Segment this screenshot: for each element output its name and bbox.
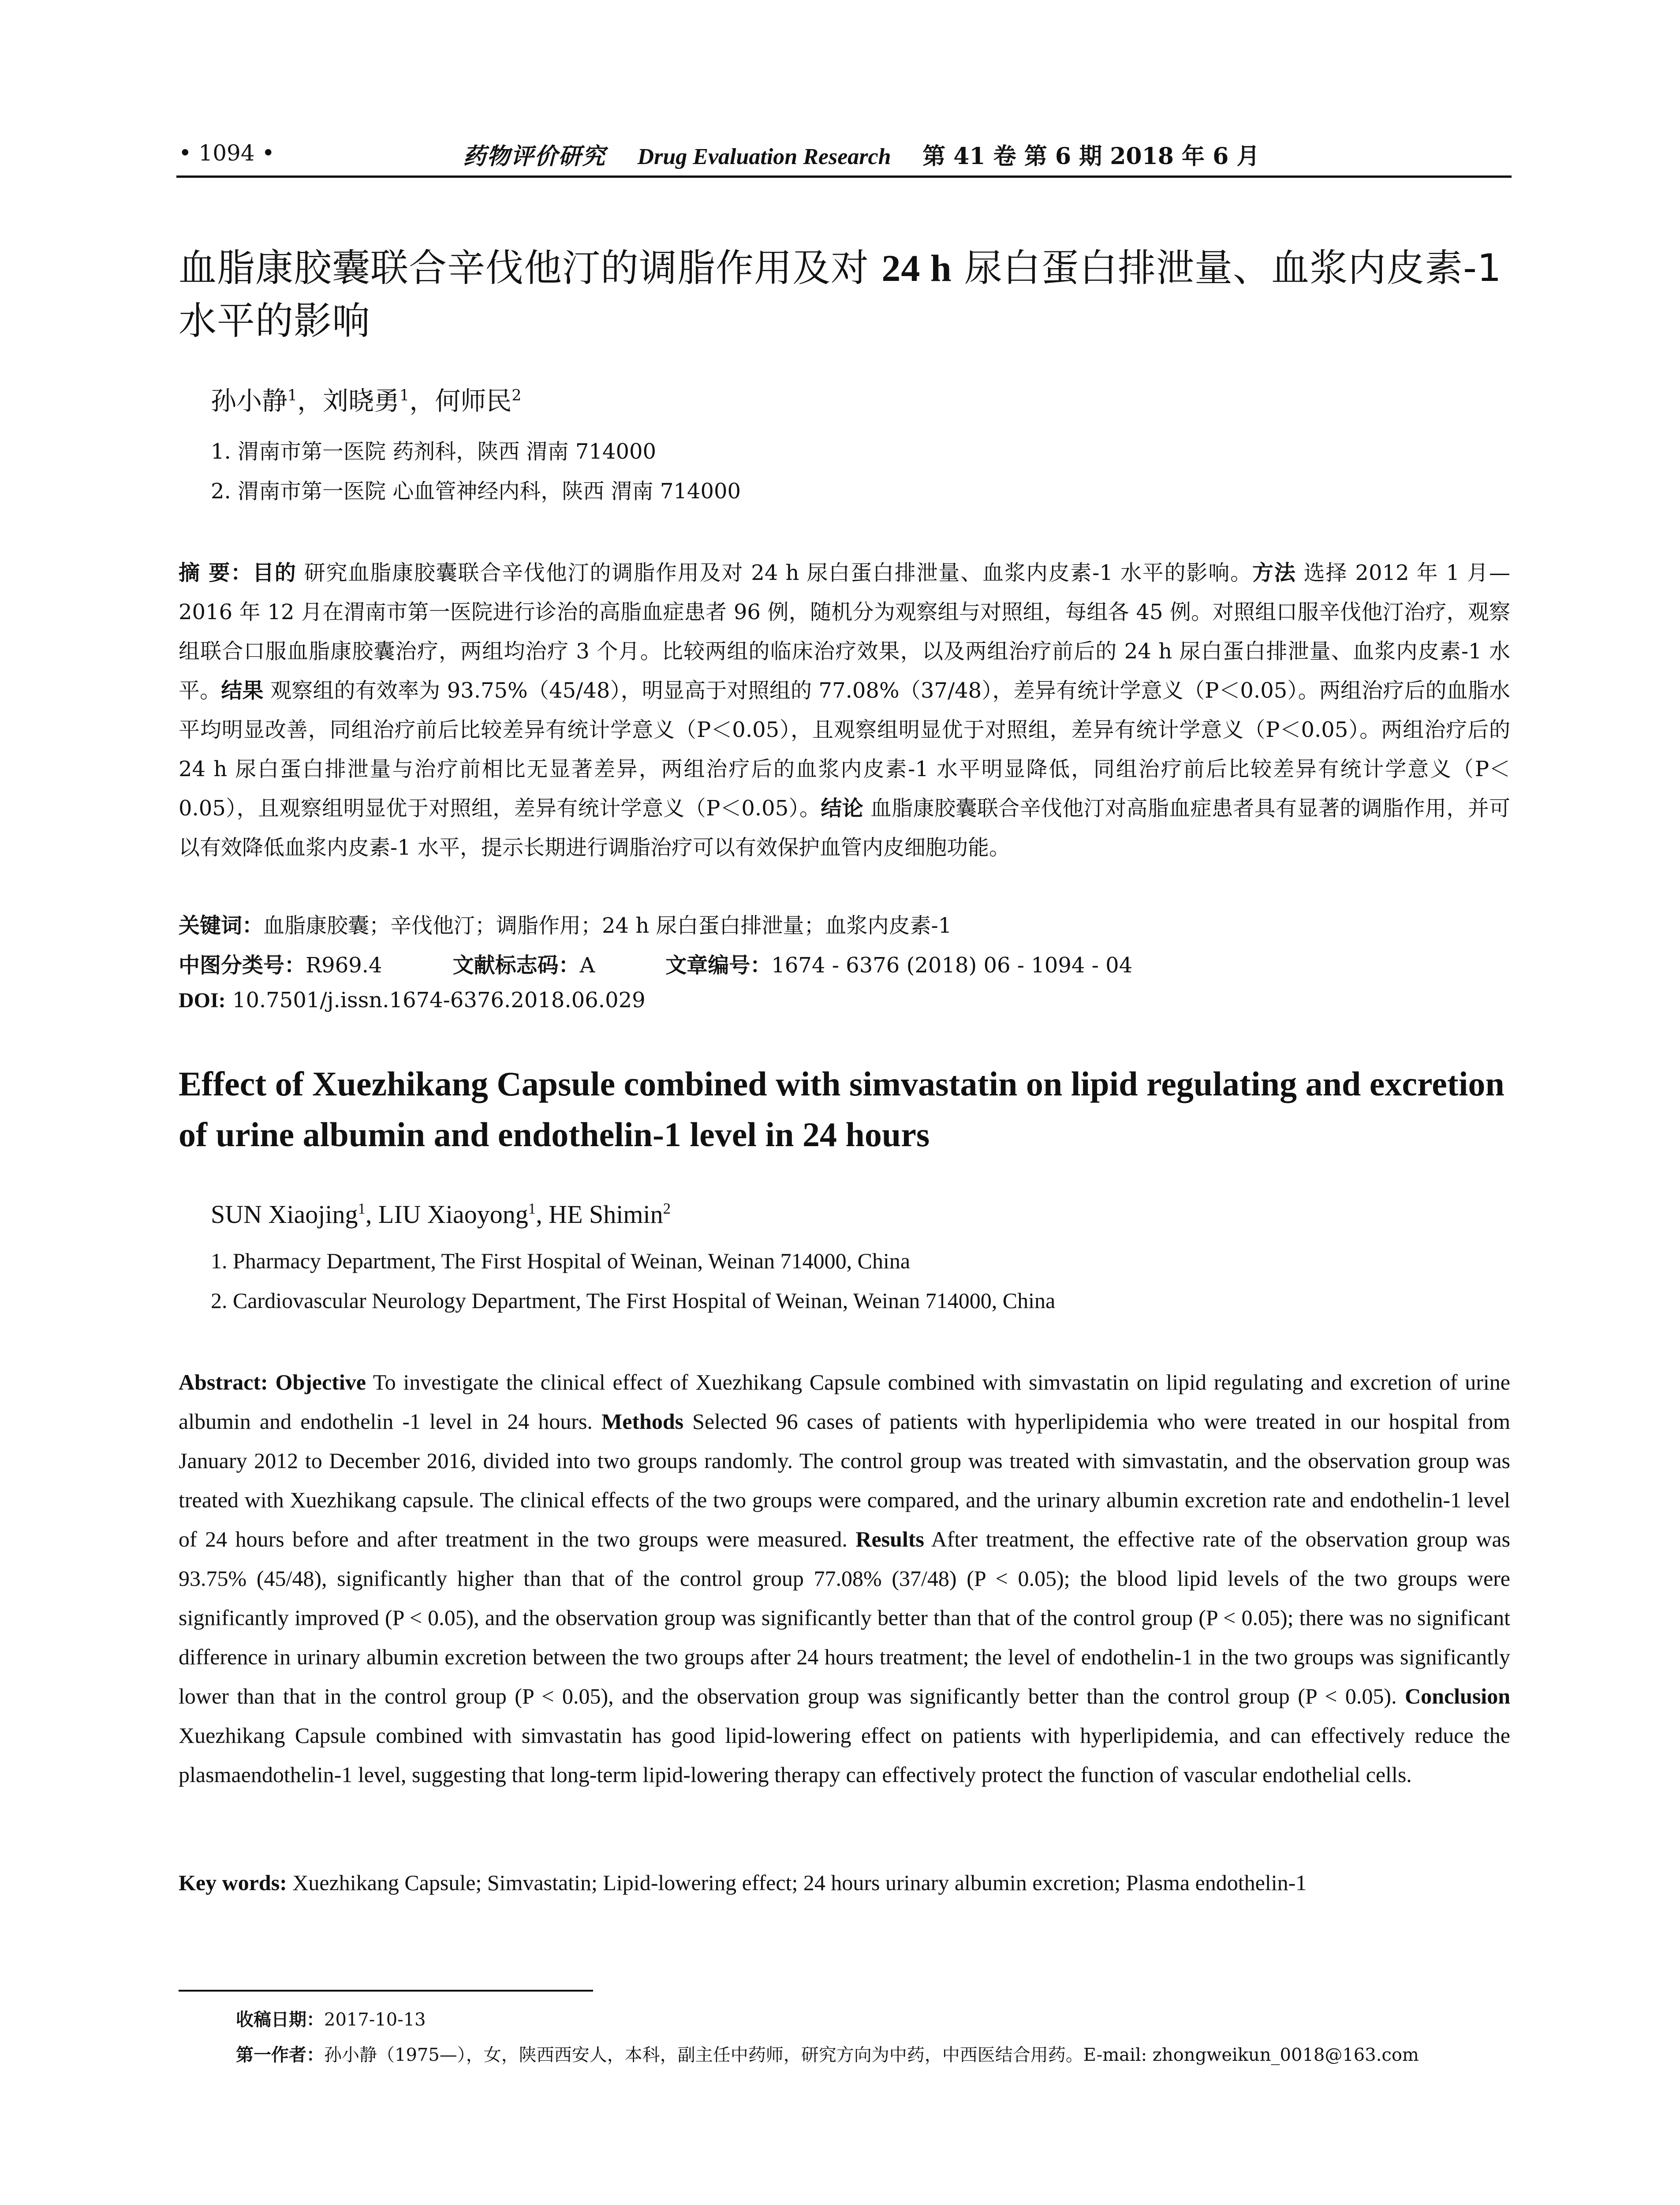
en-title: Effect of Xuezhikang Capsule combined with simvastatin on lipid regulating and excretion of urine albumin and endothelin-1 level in 24 hours [179,1065,1505,1154]
header-rule [176,176,1512,178]
journal-logo: 药物评价研究 [463,143,606,170]
footnote-received: 收稿日期：2017-10-13 [236,2010,426,2030]
footnote-rule [179,1990,593,1992]
en-authors: SUN Xiaojing$^1$, LIU Xiaoyong$^1$, HE Shimin$^2$ [211,1200,671,1229]
doi-link[interactable]: 10.7501/j.issn.1674-6376.2018.06.029 [225,988,646,1013]
cn-title: 血脂康胶囊联合辛伐他汀的调脂作用及对 24 h 尿白蛋白排泄量、血浆内皮素-1 水平的影响 [179,246,1502,343]
doi: DOI: 10.7501/j.issn.1674-6376.2018.06.029 [179,988,646,1013]
journal-name: Drug Evaluation Research [637,144,891,169]
en-affiliation-2: 2. Cardiovascular Neurology Department, The First Hospital of Weinan, Weinan 714000, China [211,1288,1056,1313]
en-abstract: Abstract: Objective To investigate the clinical effect of Xuezhikang Capsule combined with simvastatin on lipid regulating and excretion of urine albumin and endothelin -1 level in 24 hours. Methods Selected 96 cases of patients with hyperlipidemia who were treated in our hospital from January 2012 to December 2016, divided into two groups randomly. The control group was treated with simvastatin, and the observation group was treated with Xuezhikang capsule. The clinical effects of the two groups were compared, and the urinary albumin excretion rate and endothelin-1 level of 24 hours before and after treatment in the two groups were measured. Results After treatment, the effective rate of the observation group was 93.75% (45/48), significantly higher than that of the control group 77.08% (37/48) (P < 0.05); the blood lipid levels of the two groups were significantly improved (P < 0.05), and the observation group was significantly better than that of the control group (P < 0.05); there was no significant difference in urinary albumin excretion between the two groups after 24 hours treatment; the level of endothelin-1 in the two groups was significantly lower than that in the control group (P < 0.05), and the observation group was significantly better than the control group (P < 0.05). Conclusion Xuezhikang Capsule combined with simvastatin has good lipid-lowering effect on patients with hyperlipidemia, and can effectively reduce the plasmaendothelin-1 level, suggesting that long-term lipid-lowering therapy can effectively protect the function of vascular endothelial cells. [179,1370,1511,1787]
cn-abstract: 摘 要：目的 研究血脂康胶囊联合辛伐他汀的调脂作用及对 24 h 尿白蛋白排泄量、血浆内皮素-1 水平的影响。方法 选择 2012 年 1 月—2016 年 12 月在渭南市第一医院进行诊治的高脂血症患者 96 例，随机分为观察组与对照组，每组各 45 例。对照组口服辛伐他汀治疗，观察组联合口服血脂康胶囊治疗，两组均治疗 3 个月。比较两组的临床治疗效果，以及两组治疗前后的 24 h 尿白蛋白排泄量、血浆内皮素-1 水平。结果 观察组的有效率为 93.75%（45/48），明显高于对照组的 77.08%（37/48），差异有统计学意义（P＜0.05）。两组治疗后的血脂水平均明显改善，同组治疗前后比较差异有统计学意义（P＜0.05），且观察组明显优于对照组，差异有统计学意义（P＜0.05）。两组治疗后的 24 h 尿白蛋白排泄量与治疗前相比无显著差异，两组治疗后的血浆内皮素-1 水平明显降低，同组治疗前后比较差异有统计学意义（P＜0.05），且观察组明显优于对照组，差异有统计学意义（P＜0.05）。结论 血脂康胶囊联合辛伐他汀对高脂血症患者具有显著的调脂作用，并可以有效降低血浆内皮素-1 水平，提示长期进行调脂治疗可以有效保护血管内皮细胞功能。 [179,561,1510,860]
cn-affiliation-2: 2. 渭南市第一医院 心血管神经内科，陕西 渭南 714000 [211,479,741,504]
cn-classification: 中图分类号：R969.4 文献标志码：A 文章编号：1674 - 6376 (2018) 06 - 1094 - 04 [179,953,1133,978]
running-header [463,138,1259,171]
cn-authors: 孙小静$^1$，刘晓勇$^1$，何师民$^2$ [211,386,522,416]
en-affiliation-1: 1. Pharmacy Department, The First Hospital of Weinan, Weinan 714000, China [211,1248,911,1273]
en-keywords: Key words: Xuezhikang Capsule; Simvastatin; Lipid-lowering effect; 24 hours urinary albumin excretion; Plasma endothelin-1 [179,1870,1307,1895]
page-number: • 1094 • [179,140,275,166]
issue-info: 第 41 卷 第 6 期 2018 年 6 月 [922,143,1260,170]
cn-keywords: 关键词：血脂康胶囊；辛伐他汀；调脂作用；24 h 尿白蛋白排泄量；血浆内皮素-1 [179,913,952,938]
cn-affiliation-1: 1. 渭南市第一医院 药剂科，陕西 渭南 714000 [211,439,657,464]
footnote-first-author: 第一作者：孙小静（1975—），女，陕西西安人，本科，副主任中药师，研究方向为中药，中西医结合用药。E-mail: zhongweikun_0018@163.com [236,2045,1419,2065]
